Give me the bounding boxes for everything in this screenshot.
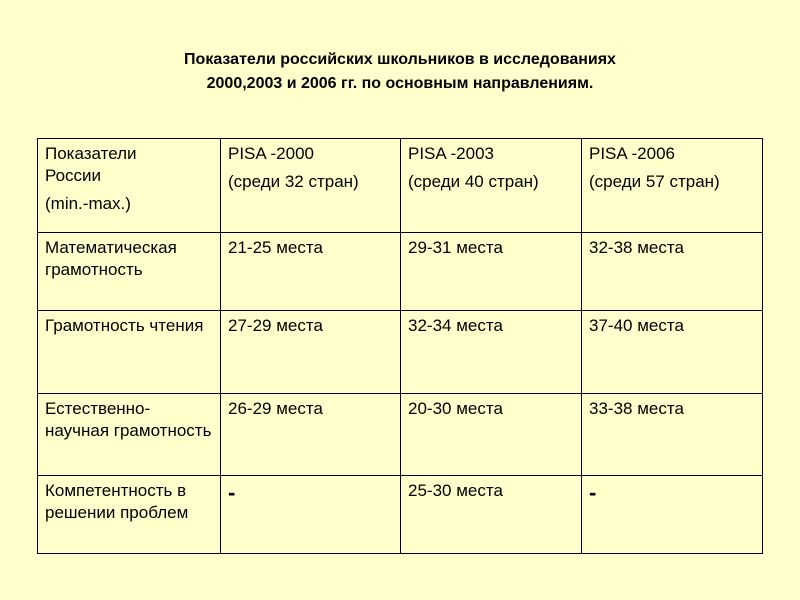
header-pisa-2003-cell — [401, 139, 582, 233]
title-line-1: Показатели российских школьников в исследованиях — [184, 51, 616, 68]
title-line-2: 2000,2003 и 2006 гг. по основным направлениям. — [206, 75, 594, 92]
row-label-science: Естественно-научная грамотность — [38, 394, 221, 476]
header-pisa-2000-sub: (среди 32 стран) — [228, 172, 359, 191]
cell-problem-solving-2000 — [221, 476, 401, 554]
table-row — [38, 394, 763, 476]
cell-math-2000: 21-25 места — [221, 233, 401, 311]
header-pisa-2003-sub: (среди 40 стран) — [408, 172, 539, 191]
table-row — [38, 311, 763, 394]
header-indicators-cell — [38, 139, 221, 233]
cell-problem-solving-2003: 25-30 места — [401, 476, 582, 554]
row-label-reading: Грамотность чтения — [38, 311, 221, 394]
dash-placeholder: - — [589, 480, 597, 505]
header-pisa-2000-name: PISA -2000 — [228, 144, 315, 163]
table-row — [38, 476, 763, 554]
cell-science-2006: 33-38 места — [582, 394, 763, 476]
header-indicators-line3: (min.-max.) — [45, 194, 131, 213]
header-pisa-2006-sub: (среди 57 стран) — [589, 172, 720, 191]
table-header-row — [38, 139, 763, 233]
row-label-problem-solving: Компетентность в решении проблем — [38, 476, 221, 554]
header-pisa-2006-name: PISA -2006 — [589, 144, 676, 163]
cell-science-2003: 20-30 места — [401, 394, 582, 476]
header-pisa-2006-cell — [582, 139, 763, 233]
cell-math-2006: 32-38 места — [582, 233, 763, 311]
header-indicators-line2: России — [45, 166, 102, 185]
row-label-math: Математическая грамотность — [38, 233, 221, 311]
cell-science-2000: 26-29 места — [221, 394, 401, 476]
header-indicators-line1: Показатели — [45, 144, 137, 163]
slide-title — [0, 48, 800, 96]
dash-placeholder: - — [228, 480, 236, 505]
cell-reading-2003: 32-34 места — [401, 311, 582, 394]
cell-math-2003: 29-31 места — [401, 233, 582, 311]
results-table — [37, 138, 763, 554]
header-pisa-2000-cell — [221, 139, 401, 233]
table-row — [38, 233, 763, 311]
cell-reading-2006: 37-40 места — [582, 311, 763, 394]
cell-problem-solving-2006 — [582, 476, 763, 554]
cell-reading-2000: 27-29 места — [221, 311, 401, 394]
header-pisa-2003-name: PISA -2003 — [408, 144, 495, 163]
